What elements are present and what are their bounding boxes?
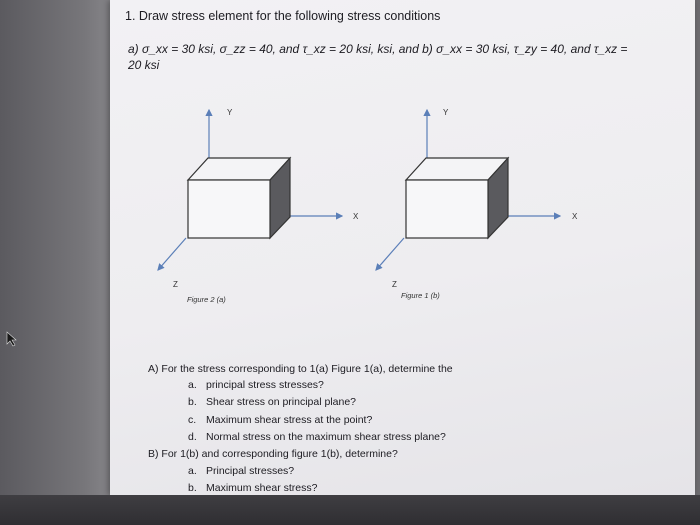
question-b-item (188, 465, 294, 477)
document-page (110, 0, 695, 496)
item-text: Shear stress on principal plane? (206, 396, 357, 408)
item-text: Maximum shear stress at the point? (206, 414, 373, 426)
figure-right (376, 110, 560, 270)
left-x-label: X (353, 212, 359, 221)
item-letter: b. (188, 396, 197, 408)
question-b-item (188, 482, 317, 494)
monitor-bezel-bottom (0, 495, 700, 525)
item-letter: a. (188, 465, 197, 477)
problem-title: 1. Draw stress element for the following stress conditions (125, 9, 441, 23)
right-y-label: Y (443, 108, 449, 117)
mouse-pointer-icon (6, 331, 18, 347)
z-axis-line (158, 238, 186, 270)
left-y-label: Y (227, 108, 233, 117)
item-letter: a. (188, 379, 197, 391)
right-figure-caption: Figure 1 (b) (401, 291, 440, 300)
item-text: principal stress stresses? (206, 379, 324, 391)
question-b-heading: B) For 1(b) and corresponding figure 1(b), determine? (148, 448, 398, 460)
z-axis-line (376, 238, 404, 270)
condition-line-1: a) σ_xx = 30 ksi, σ_zz = 40, and τ_xz = 20 ksi, ksi, and b) σ_xx = 30 ksi, τ_zy = 40, and τ_xz = (128, 42, 628, 56)
monitor-bezel-left (0, 0, 120, 525)
item-text: Principal stresses? (206, 465, 295, 477)
right-z-label: Z (392, 280, 397, 289)
condition-line-2: 20 ksi (128, 58, 160, 72)
item-text: Maximum shear stress? (206, 482, 318, 494)
figure-left (158, 110, 342, 270)
question-a-item (188, 431, 446, 443)
question-a-item (188, 396, 356, 408)
cube-front-face (406, 180, 488, 238)
question-a-item (188, 414, 372, 426)
item-letter: c. (188, 414, 197, 426)
item-letter: b. (188, 482, 197, 494)
item-letter: d. (188, 431, 197, 443)
left-z-label: Z (173, 280, 178, 289)
left-figure-caption: Figure 2 (a) (187, 295, 226, 304)
question-a-heading: A) For the stress corresponding to 1(a) Figure 1(a), determine the (148, 363, 453, 375)
right-x-label: X (572, 212, 578, 221)
cube-front-face (188, 180, 270, 238)
item-text: Normal stress on the maximum shear stress plane? (206, 431, 446, 443)
stress-figures (110, 0, 695, 320)
question-a-item (188, 379, 324, 391)
